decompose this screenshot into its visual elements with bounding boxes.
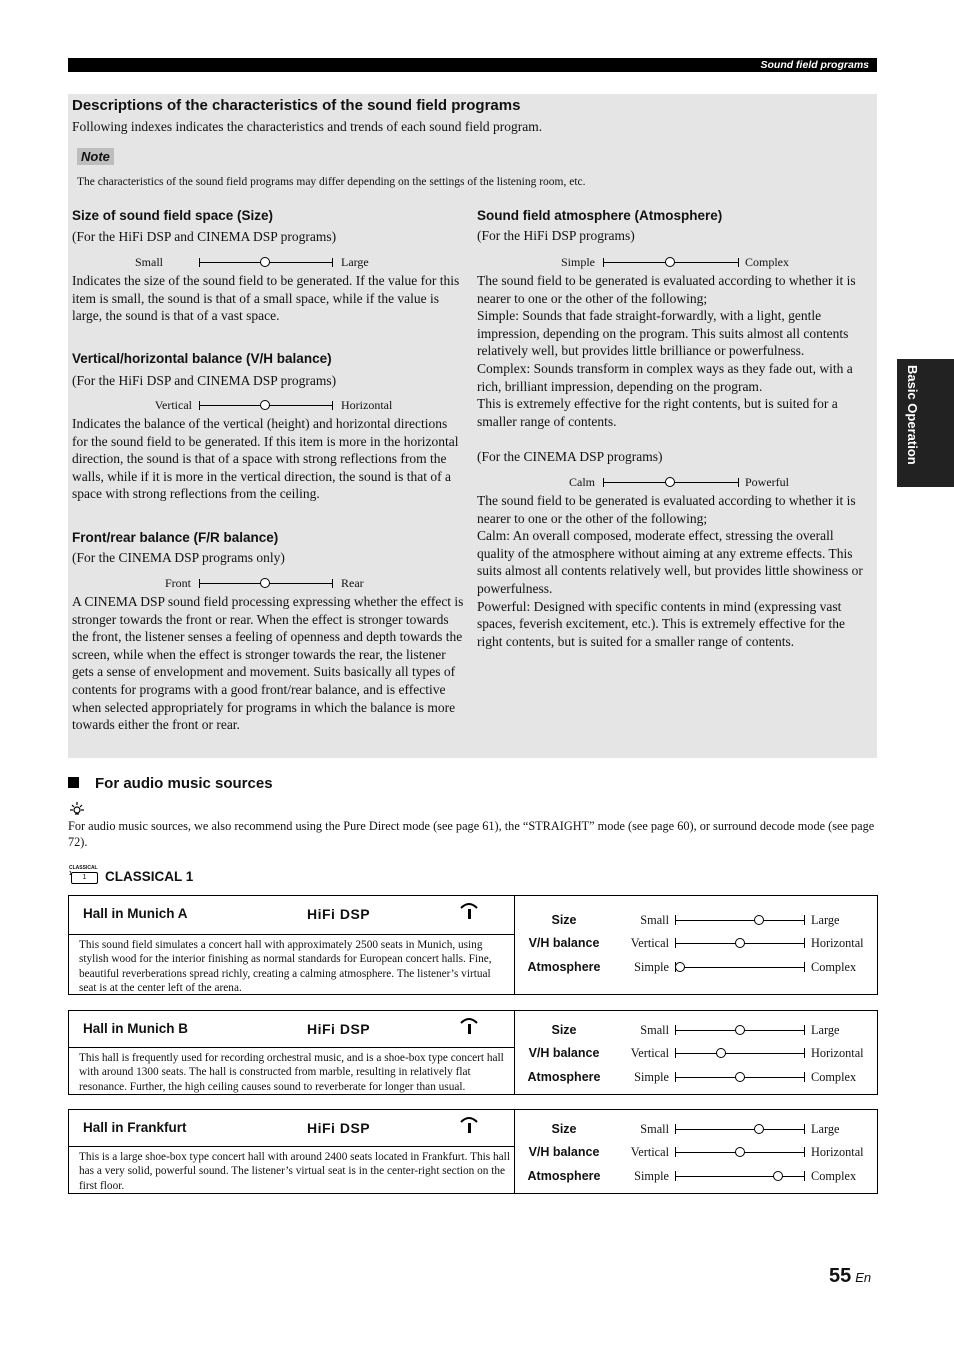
- param-row-v-h-balance: [515, 1143, 877, 1161]
- param-label: Atmosphere: [527, 960, 601, 974]
- param-label: Atmosphere: [527, 1169, 601, 1183]
- room-speaker-icon: [459, 1115, 479, 1135]
- scale-line: [676, 1176, 804, 1177]
- program-name: Hall in Munich B: [83, 1021, 189, 1036]
- scale-left-label: Simple: [560, 255, 595, 269]
- audio-tip: For audio music sources, we also recommend using the Pure Direct mode (see page 61), the “STRAIGHT” mode (see page 60), or surround decode mode (see page 72).: [68, 819, 875, 849]
- audio-heading: For audio music sources: [95, 775, 273, 792]
- scale-right-label: Large: [811, 913, 840, 927]
- fr-heading: Front/rear balance (F/R balance): [72, 530, 279, 545]
- param-label: Atmosphere: [527, 1070, 601, 1084]
- scale-line: [676, 1129, 804, 1130]
- scale-tick: [804, 1171, 805, 1181]
- page-number: 55 En: [829, 1265, 872, 1287]
- section-title: Sound field programs: [760, 59, 869, 71]
- scale-left-label: Small: [640, 913, 669, 927]
- scale-tick: [804, 1048, 805, 1058]
- box-intro: Following indexes indicates the characteristics and trends of each sound field program.: [72, 119, 543, 134]
- scale-knob: [735, 938, 745, 948]
- vh-heading: Vertical/horizontal balance (V/H balance): [72, 351, 332, 366]
- scale-knob: [260, 578, 270, 588]
- scale-knob: [665, 257, 675, 267]
- scale-left-label: Small: [640, 1122, 669, 1136]
- vh-scope: (For the HiFi DSP and CINEMA DSP programs): [72, 373, 337, 388]
- atm-cinema-body: The sound field to be generated is evaluated according to whether it is nearer to one or the other of the following; Calm: An overall composed, moderate effect, stressing the overall quality of the atmosphere without aiming at any extreme effects. This suits almost all contents relatively well, but provides little showiness or powerfulness. Powerful: Designed with specific contents in mind (expressing vast spaces, feverish excitement, etc.). This is extremely effective for the right contents, but is suited for a smaller range of contents.: [477, 493, 863, 649]
- param-row-v-h-balance: [515, 1044, 877, 1062]
- scale-left-label: Simple: [634, 960, 669, 974]
- scale-tick: [804, 1072, 805, 1082]
- param-row-atmosphere: [515, 1068, 877, 1086]
- vh-body: Indicates the balance of the vertical (height) and horizontal directions for the sound field to be generated. If this item is more in the horizontal direction, the sound is that of a space with strong reflections from the walls, while if it is more in the vertical direction, the sound is that of a space with strong reflections from the ceiling.: [72, 416, 459, 502]
- program-hall-frankfurt: [68, 1109, 878, 1194]
- room-speaker-icon: [459, 901, 479, 921]
- scale-right-label: Horizontal: [811, 1046, 864, 1060]
- scale-right-label: Complex: [745, 255, 789, 269]
- scale-knob: [260, 257, 270, 267]
- scale-tick: [804, 1025, 805, 1035]
- scale-left-label: Vertical: [630, 1046, 669, 1060]
- scale-knob: [754, 1124, 764, 1134]
- scale-left-label: Vertical: [630, 1145, 669, 1159]
- scale-right-label: Large: [811, 1122, 840, 1136]
- scale-line: [676, 1053, 804, 1054]
- bulb-icon: [68, 800, 86, 818]
- atm-cinema-scale: [477, 475, 817, 489]
- param-row-size: [515, 1021, 877, 1039]
- fr-body: A CINEMA DSP sound field processing expressing whether the effect is stronger towards the front or rear. When the effect is stronger towards the front, the listener senses a feeling of openness and depth towards the screen, while when the effect is stronger towards the rear, the listener gets a sense of envelopment and movement. Suits basically all types of contents for programs with a good front/rear balance, and is effective when selected appropriately for programs in which the balance is more towards either the front or rear.: [72, 594, 464, 733]
- scale-knob: [675, 962, 685, 972]
- param-label: Size: [551, 1023, 577, 1037]
- note-label: Note: [77, 148, 114, 166]
- program-description: This sound field simulates a concert hall with approximately 2500 seats in Munich, using stylish wood for the interior finishing as normal standards for European concert halls. Fine, beautiful reverberations spread richly, creating a calming atmosphere. The listener’s virtual seat is at the center left of the arena.: [69, 934, 514, 994]
- scale-tick: [804, 1124, 805, 1134]
- atm-hifi-scale: [477, 255, 817, 269]
- side-tab[interactable]: [897, 359, 954, 487]
- scale-right-label: Powerful: [745, 475, 789, 489]
- square-bullet-icon: [68, 777, 79, 788]
- program-type: HiFi DSP: [307, 906, 371, 922]
- classical-badge: CLASSICAL 1 1: [69, 865, 99, 885]
- side-tab-label: Basic Operation: [905, 365, 920, 465]
- room-speaker-icon: [459, 1016, 479, 1036]
- scale-line: [676, 967, 804, 968]
- scale-knob: [735, 1072, 745, 1082]
- program-type: HiFi DSP: [307, 1120, 371, 1136]
- scale-knob: [754, 915, 764, 925]
- param-row-v-h-balance: [515, 934, 877, 952]
- size-heading: Size of sound field space (Size): [72, 208, 274, 223]
- param-label: Size: [551, 1122, 577, 1136]
- scale-tick: [804, 1147, 805, 1157]
- scale-tick: [804, 915, 805, 925]
- size-scope: (For the HiFi DSP and CINEMA DSP programs): [72, 229, 337, 244]
- scale-tick: [804, 938, 805, 948]
- scale-left-label: Small: [134, 255, 163, 269]
- size-body: Indicates the size of the sound field to be generated. If the value for this item is small, the sound is that of a small space, while if the value is large, the sound is that of a vast space.: [72, 273, 460, 324]
- box-title: Descriptions of the characteristics of the sound field programs: [72, 97, 521, 114]
- program-name: Hall in Munich A: [83, 906, 188, 921]
- size-scale: [72, 255, 392, 269]
- scale-right-label: Horizontal: [341, 398, 393, 412]
- param-row-size: [515, 1120, 877, 1138]
- scale-right-label: Complex: [811, 1070, 857, 1084]
- scale-knob: [735, 1147, 745, 1157]
- scale-left-label: Simple: [634, 1169, 669, 1183]
- vh-scale: [72, 398, 412, 412]
- scale-left-label: Vertical: [154, 398, 192, 412]
- fr-scope: (For the CINEMA DSP programs only): [72, 550, 285, 565]
- scale-right-label: Large: [811, 1023, 840, 1037]
- scale-right-label: Rear: [341, 576, 364, 590]
- scale-tick: [804, 962, 805, 972]
- header-bar: [68, 58, 877, 72]
- scale-left-label: Calm: [569, 475, 595, 489]
- scale-right-label: Complex: [811, 960, 857, 974]
- note-text: The characteristics of the sound field programs may differ depending on the settings of the listening room, etc.: [77, 176, 586, 188]
- scale-right-label: Horizontal: [811, 1145, 864, 1159]
- scale-knob: [735, 1025, 745, 1035]
- category-title: CLASSICAL 1: [105, 869, 194, 884]
- scale-left-label: Simple: [634, 1070, 669, 1084]
- param-label: V/H balance: [528, 936, 600, 950]
- param-row-atmosphere: [515, 958, 877, 976]
- scale-line: [676, 920, 804, 921]
- scale-left-label: Vertical: [630, 936, 669, 950]
- scale-right-label: Complex: [811, 1169, 857, 1183]
- param-row-atmosphere: [515, 1167, 877, 1185]
- atm-scope-hifi: (For the HiFi DSP programs): [477, 228, 635, 243]
- atm-scope-cinema: (For the CINEMA DSP programs): [477, 449, 663, 464]
- param-row-size: [515, 911, 877, 929]
- scale-right-label: Large: [341, 255, 369, 269]
- program-type: HiFi DSP: [307, 1021, 371, 1037]
- program-hall-munich-b: [68, 1010, 878, 1095]
- scale-left-label: Front: [164, 576, 191, 590]
- atm-heading: Sound field atmosphere (Atmosphere): [477, 208, 723, 223]
- program-hall-munich-a: [68, 895, 878, 995]
- scale-knob: [665, 477, 675, 487]
- atm-hifi-body: The sound field to be generated is evaluated according to whether it is nearer to one or the other of the following; Simple: Sounds that fade straight-forwardly, with a light, gentle impression, depending on the program. This suits almost all contents relatively well, but provides little brilliance or powerfulness. Complex: Sounds transform in complex ways as they fade out, with a rich, brilliant impression, depending on the program. This is extremely effective for the right contents, but is suited for a smaller range of contents.: [477, 273, 856, 429]
- scale-knob: [716, 1048, 726, 1058]
- fr-scale: [72, 576, 392, 590]
- program-description: This hall is frequently used for recording orchestral music, and is a shoe-box type concert hall with around 1300 seats. The hall is constructed from marble, resulting in relatively flat resonance. Further, the high ceiling causes sound to reverberate for longer than usual.: [69, 1047, 514, 1094]
- param-label: Size: [551, 913, 577, 927]
- param-label: V/H balance: [528, 1145, 600, 1159]
- program-description: This is a large shoe-box type concert hall with around 2400 seats located in Frankfurt. This hall has a very solid, powerful sound. The listener’s virtual seat is in the center-right section on the first floor.: [69, 1146, 514, 1193]
- program-name: Hall in Frankfurt: [83, 1120, 187, 1135]
- scale-knob: [773, 1171, 783, 1181]
- scale-right-label: Horizontal: [811, 936, 864, 950]
- scale-knob: [260, 400, 270, 410]
- param-label: V/H balance: [528, 1046, 600, 1060]
- scale-left-label: Small: [640, 1023, 669, 1037]
